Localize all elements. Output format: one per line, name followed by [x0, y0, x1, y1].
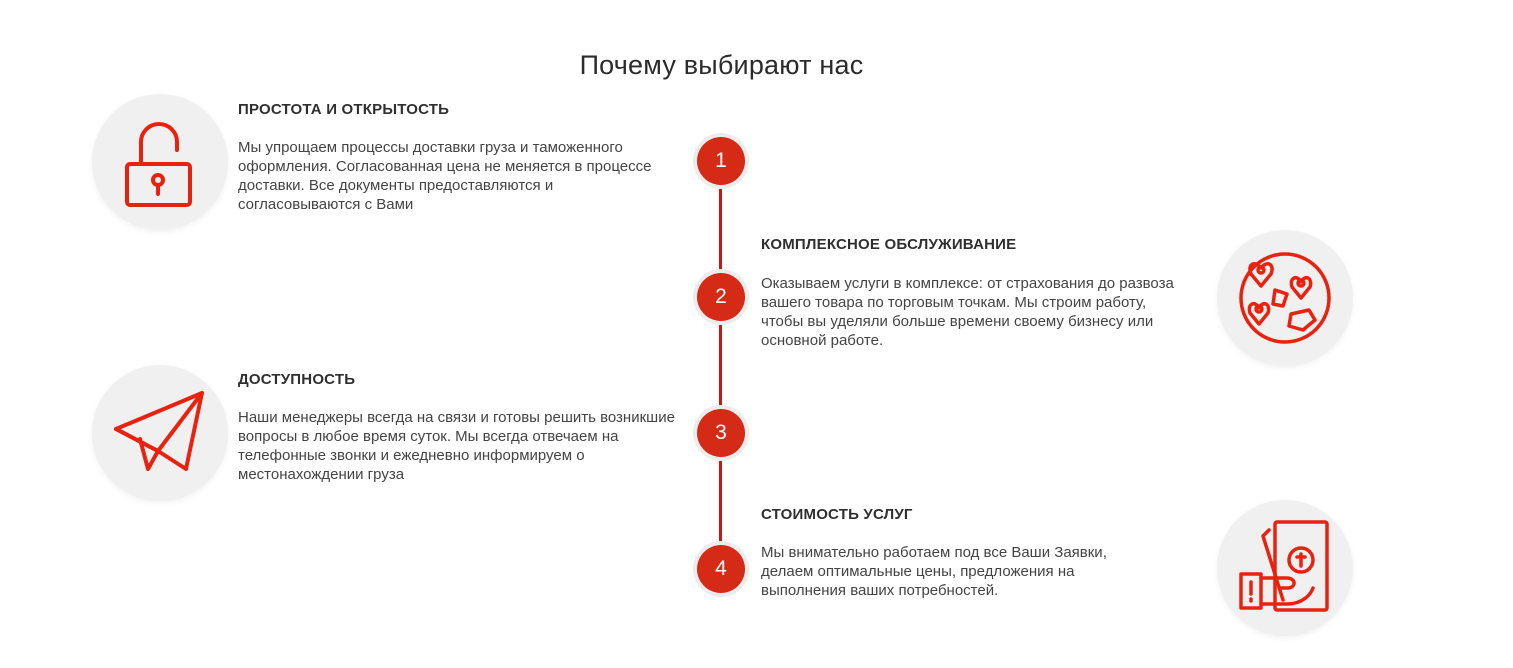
step-4-badge: 4 [697, 545, 745, 593]
feature-title-availability: ДОСТУПНОСТЬ [238, 371, 356, 388]
section-title: Почему выбирают нас [579, 50, 864, 80]
padlock-icon [92, 94, 228, 230]
step-1-badge: 1 [697, 137, 745, 185]
money-hand-icon [1217, 500, 1353, 636]
feature-text-simplicity: Мы упрощаем процессы доставки груза и таможенного оформления. Согласованная цена не меняется в процессе доставки. Все документы предоставляются и согласовываются с Вами [238, 139, 652, 213]
step-2-badge: 2 [697, 273, 745, 321]
feature-text-pricing: Мы внимательно работаем под все Ваши Заявки, делаем оптимальные цены, предложения на выполнения ваших потребностей. [761, 544, 1107, 599]
feature-title-pricing: СТОИМОСТЬ УСЛУГ [761, 506, 913, 523]
feature-title-simplicity: ПРОСТОТА И ОТКРЫТОСТЬ [238, 101, 450, 118]
feature-title-complex-service: КОМПЛЕКСНОЕ ОБСЛУЖИВАНИЕ [761, 236, 1017, 253]
feature-text-availability: Наши менеджеры всегда на связи и готовы решить возникшие вопросы в любое время суток. Мы всегда отвечаем на телефонные звонки и ежедневно информируем о местонахождении груза [238, 409, 675, 483]
globe-map-pins-icon [1217, 230, 1353, 366]
step-3-badge: 3 [697, 409, 745, 457]
feature-text-complex-service: Оказываем услуги в комплексе: от страхования до развоза вашего товара по торговым точкам. Мы строим работу, чтобы вы уделяли больше времени своему бизнесу или основной работе. [761, 275, 1174, 349]
paper-plane-icon [92, 365, 228, 501]
timeline-line [719, 160, 722, 570]
